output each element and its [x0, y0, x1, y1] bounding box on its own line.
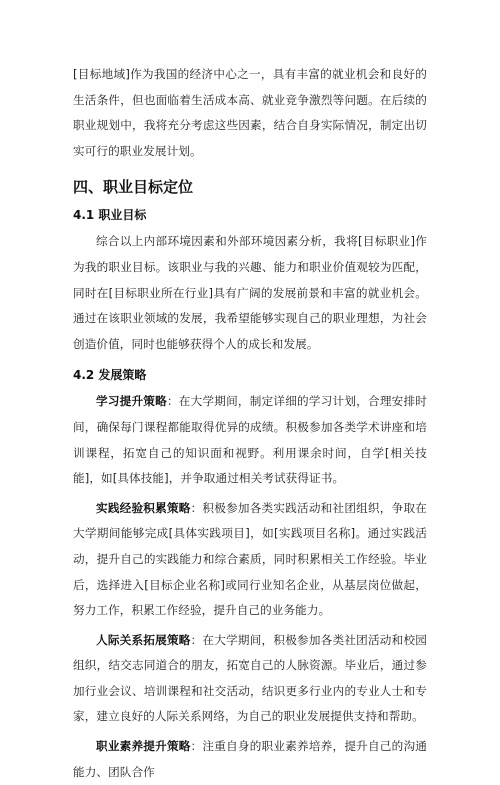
strategy-paragraph-network — [73, 628, 427, 730]
strategy-lead: 职业素养提升策略 — [96, 739, 191, 754]
strategy-paragraph-study — [73, 389, 427, 491]
strategy-paragraph-professional — [73, 734, 427, 785]
career-goal-paragraph: 综合以上内部环境因素和外部环境因素分析，我将[目标职业]作为我的职业目标。该职业与我的兴趣、能力和职业价值观较为匹配，同时在[目标职业所在行业]具有广阔的发展前景和丰富的就业机会。通过在该职业领域的发展，我希望能够实现自己的职业理想，为社会创造价值，同时也能够获得个人的成长和发展。 — [73, 234, 427, 351]
strategy-text: ：积极参加各类实践活动和社团组织，争取在大学期间能够完成[具体实践项目]，如[实践项目名称]。通过实践活动，提升自己的实践能力和综合素质，同时积累相关工作经验。毕业后，选择进入[目标企业名称]或同行业知名企业，从基层岗位做起，努力工作，积累工作经验，提升自己的业务能力。 — [73, 500, 427, 618]
spacer — [73, 357, 427, 361]
strategy-lead: 实践经验积累策略 — [96, 500, 191, 515]
strategy-text: ：在大学期间，制定详细的学习计划，合理安排时间，确保每门课程都能取得优异的成绩。积极参加各类学术讲座和培训课程，拓宽自己的知识面和视野。利用课余时间，自学[相关技能]，如[具体技能]，并争取通过相关考试获得证书。 — [73, 394, 428, 486]
strategy-lead: 人际关系拓展策略 — [96, 632, 191, 647]
subsection-heading-4-1: 4.1 职业目标 — [73, 208, 147, 223]
section-heading: 四、职业目标定位 — [73, 178, 194, 197]
strategy-text: ：注重自身的职业素养培养，提升自己的沟通能力、团队合作 — [73, 739, 427, 779]
strategy-paragraph-practice — [73, 496, 427, 624]
intro-paragraph: [目标地域]作为我国的经济中心之一，具有丰富的就业机会和良好的生活条件，但也面临着生活成本高、就业竞争激烈等问题。在后续的职业规划中，我将充分考虑这些因素，结合自身实际情况，制定出切实可行的职业发展计划。 — [73, 67, 427, 158]
strategy-text: ：在大学期间，积极参加各类社团活动和校园组织，结交志同道合的朋友，拓宽自己的人脉资源。毕业后，通过参加行业会议、培训课程和社交活动，结识更多行业内的专业人士和专家，建立良好的人际关系网络，为自己的职业发展提供支持和帮助。 — [73, 632, 427, 724]
subsection-heading-4-2: 4.2 发展策略 — [73, 368, 147, 383]
strategy-lead: 学习提升策略 — [96, 394, 167, 409]
